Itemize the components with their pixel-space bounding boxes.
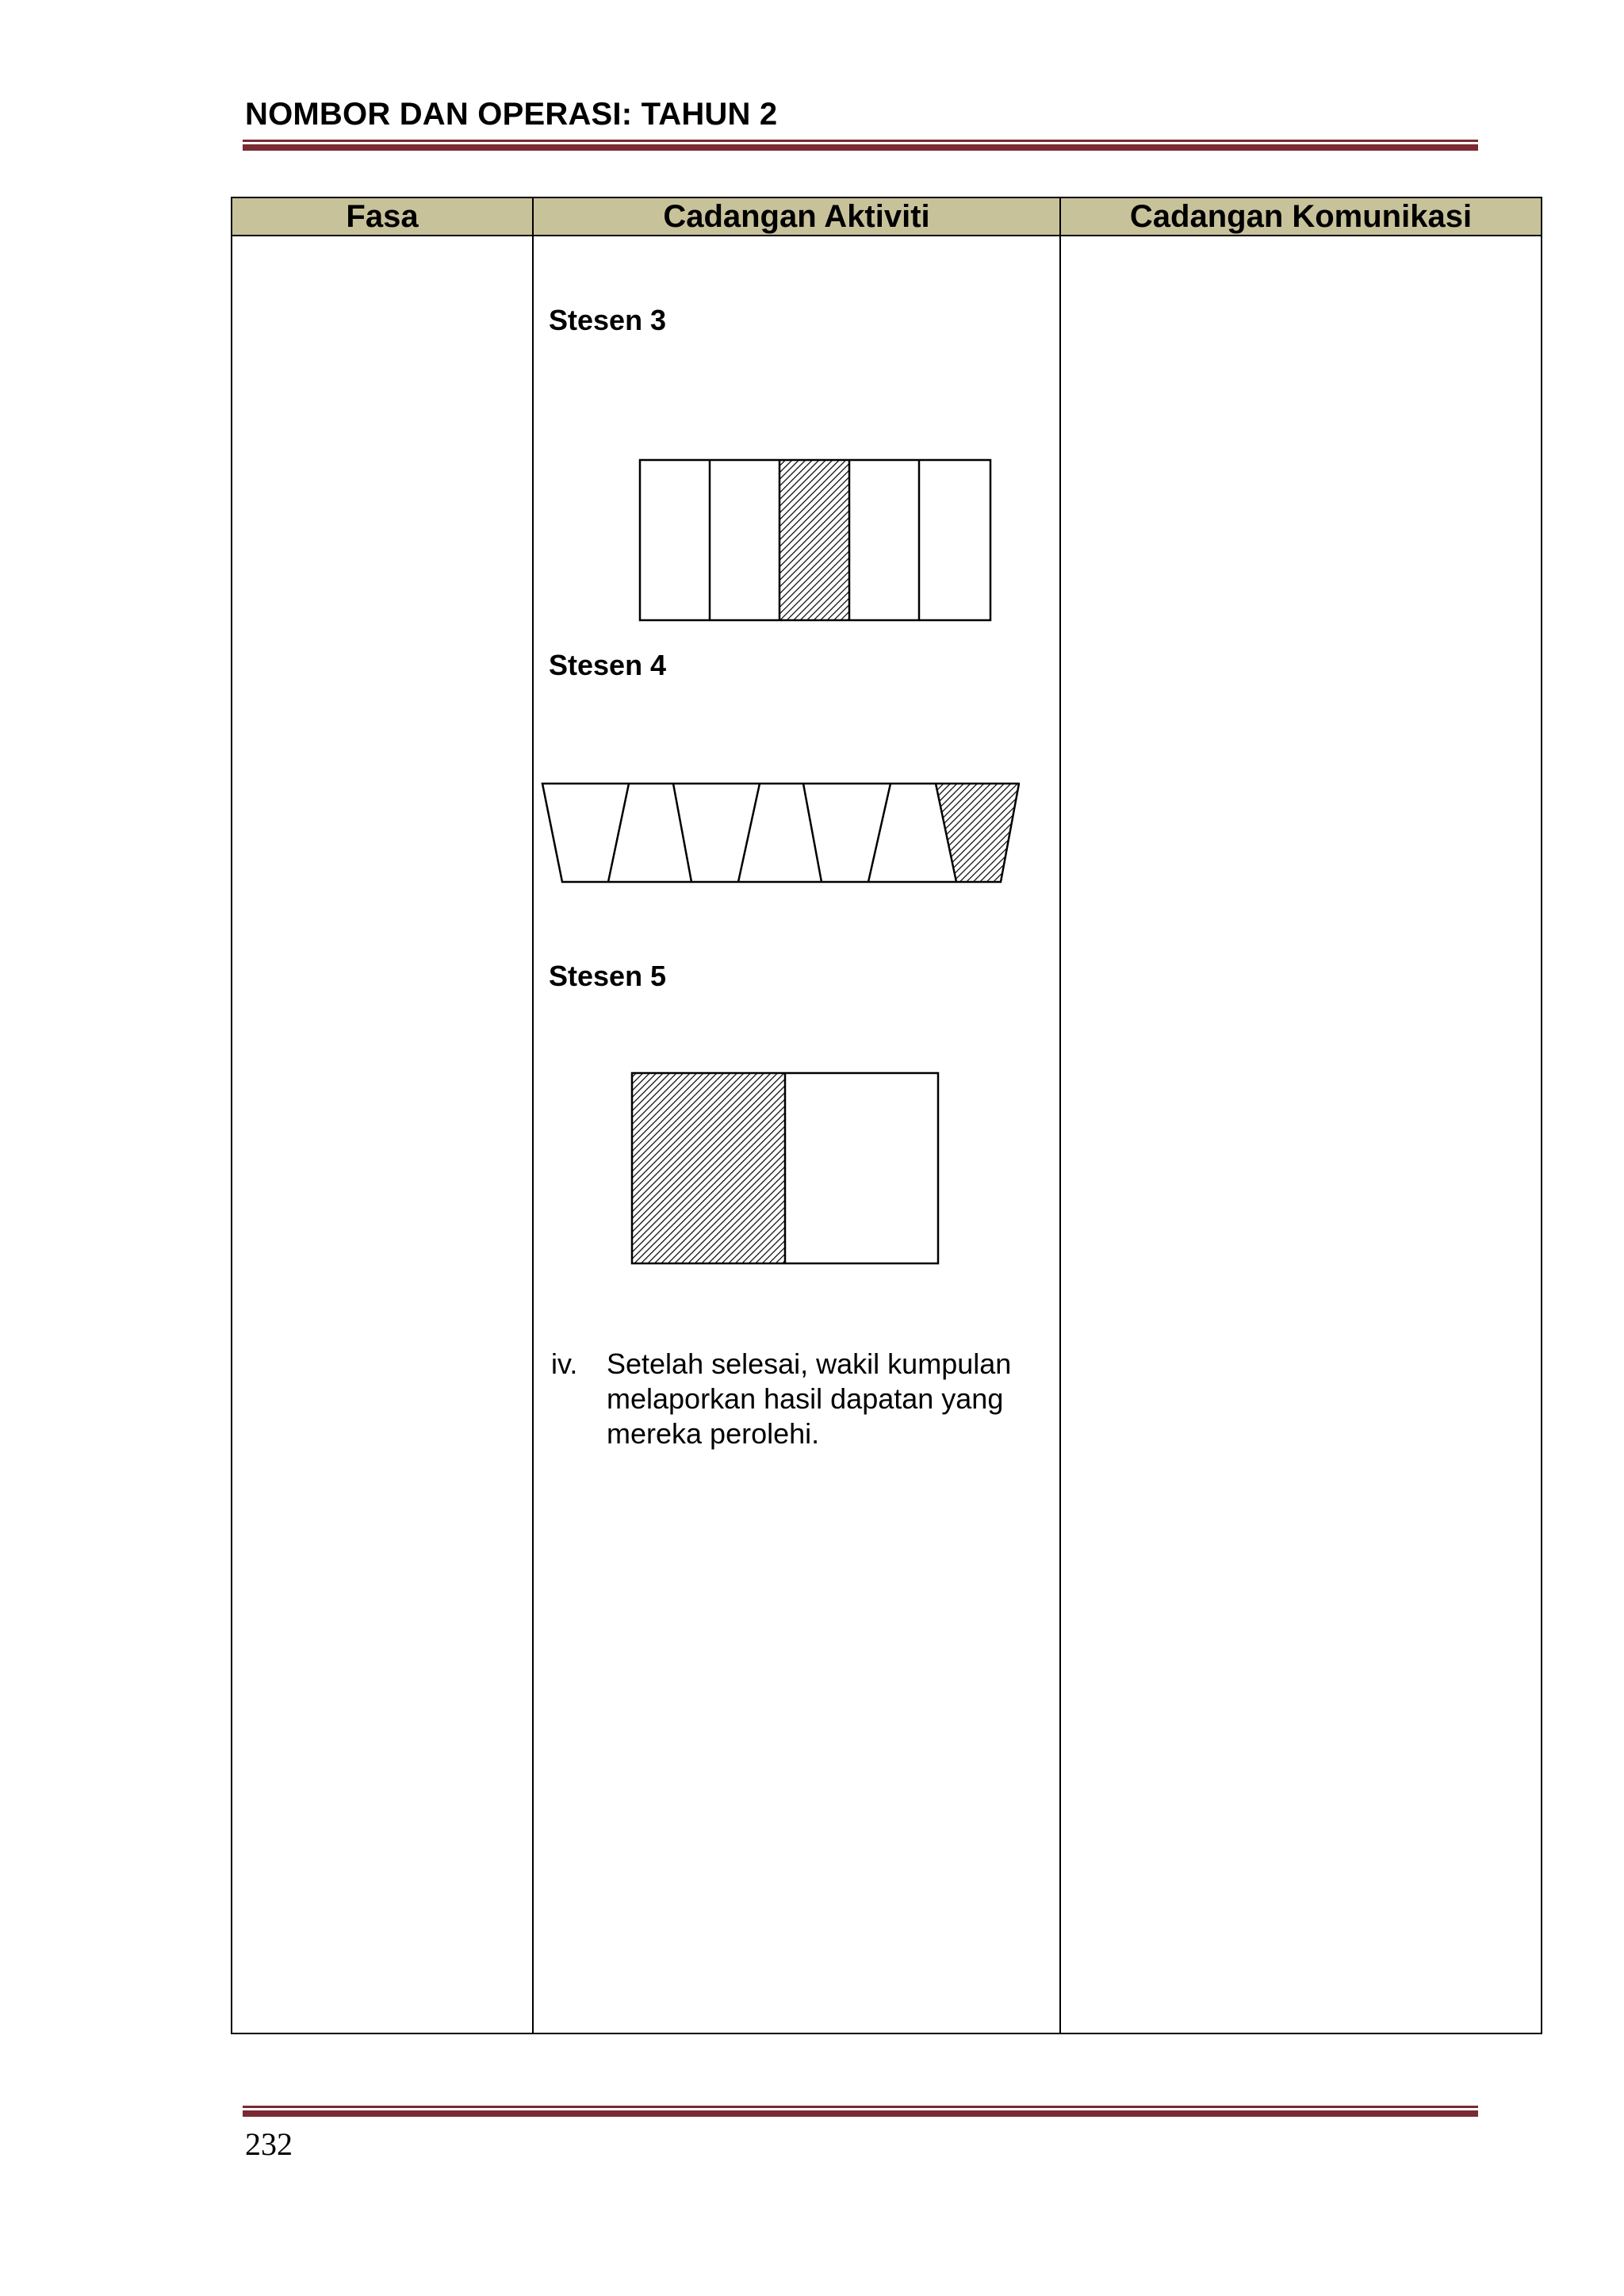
fasa-cell — [232, 236, 533, 2033]
header-rule — [243, 140, 1478, 151]
item-text-line: Setelah selesai, wakil kumpulan — [607, 1347, 1012, 1380]
column-header-cadangan-komunikasi: Cadangan Komunikasi — [1060, 197, 1542, 236]
station-5-label: Stesen 5 — [549, 960, 667, 992]
table-header-row — [232, 197, 1542, 236]
station-5-figure — [630, 1071, 940, 1265]
activity-cell — [533, 236, 1060, 2033]
communication-cell — [1060, 236, 1542, 2033]
table-row — [232, 236, 1542, 2033]
station-4-figure — [541, 782, 1020, 884]
activity-table — [231, 197, 1542, 2034]
item-number: iv. — [551, 1347, 578, 1380]
column-header-fasa: Fasa — [232, 197, 533, 236]
station-3-figure — [638, 458, 992, 622]
item-text-line: melaporkan hasil dapatan yang — [607, 1382, 1004, 1415]
page-number: 232 — [245, 2126, 293, 2162]
item-text-line: mereka perolehi. — [607, 1417, 820, 1450]
footer-rule — [243, 2106, 1478, 2117]
station-4-label: Stesen 4 — [549, 649, 667, 681]
column-header-cadangan-aktiviti: Cadangan Aktiviti — [533, 197, 1060, 236]
station-3-label: Stesen 3 — [549, 304, 667, 336]
shaded-part — [779, 460, 849, 620]
page-header-title: NOMBOR DAN OPERASI: TAHUN 2 — [245, 97, 778, 132]
shaded-part — [632, 1073, 785, 1263]
shaded-part — [936, 784, 1019, 882]
item-text — [607, 1347, 1051, 1451]
